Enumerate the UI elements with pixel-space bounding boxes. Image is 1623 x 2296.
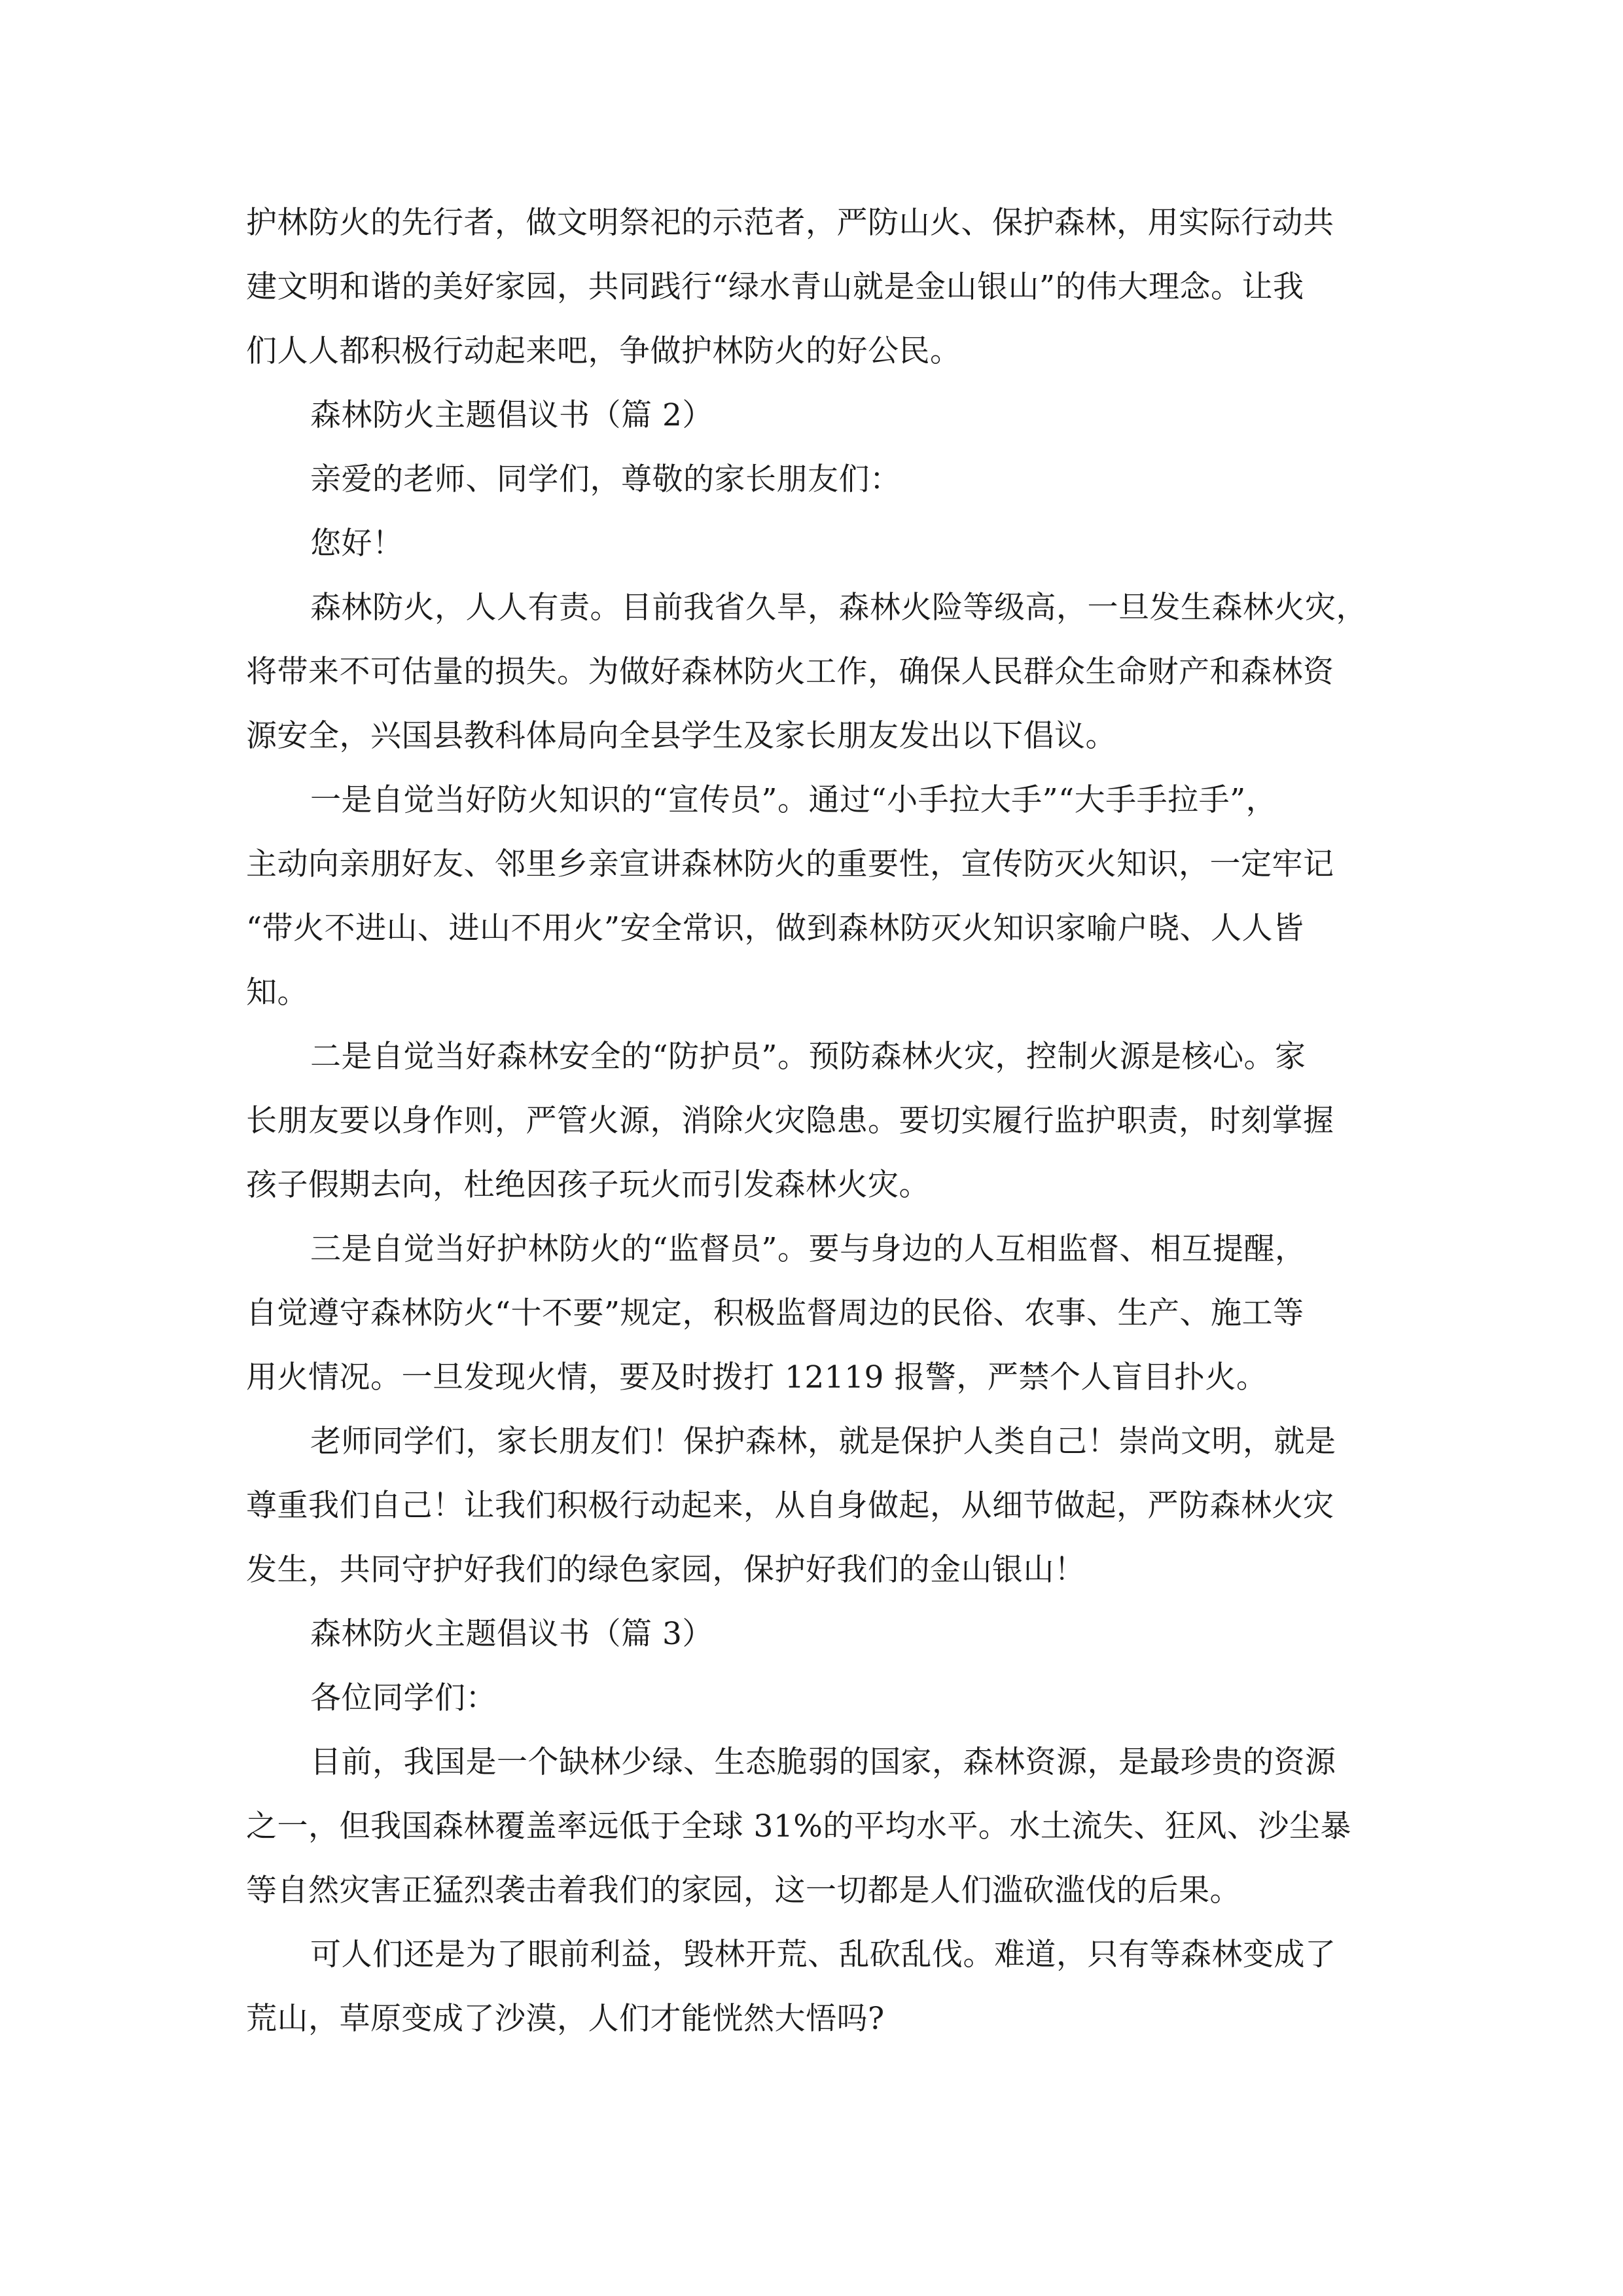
text-line: 护林防火的先行者，做文明祭祀的示范者，严防山火、保护森林，用实际行动共	[246, 205, 1334, 241]
text-line: 尊重我们自己！让我们积极行动起来，从自身做起，从细节做起，严防森林火灾	[246, 1488, 1334, 1524]
greeting: 您好！	[310, 526, 404, 562]
text-line: 将带来不可估量的损失。为做好森林防火工作，确保人民群众生命财产和森林资	[246, 654, 1334, 690]
section-heading-2: 森林防火主题倡议书（篇 2）	[310, 397, 713, 433]
text-line: 发生，共同守护好我们的绿色家园，保护好我们的金山银山！	[246, 1552, 1086, 1588]
text-line: 老师同学们，家长朋友们！保护森林，就是保护人类自己！崇尚文明，就是	[310, 1424, 1336, 1460]
document-page	[246, 191, 1378, 2051]
text-line: 之一，但我国森林覆盖率远低于全球 31%的平均水平。水土流失、狂风、沙尘暴	[246, 1808, 1351, 1844]
text-line: “带火不进山、进山不用火”安全常识，做到森林防灭火知识家喻户晓、人人皆	[246, 910, 1304, 946]
text-line: 一是自觉当好防火知识的“宣传员”。通过“小手拉大手”“大手手拉手”，	[310, 782, 1277, 818]
text-line: 目前，我国是一个缺林少绿、生态脆弱的国家，森林资源，是最珍贵的资源	[310, 1744, 1336, 1780]
section-heading-3: 森林防火主题倡议书（篇 3）	[310, 1616, 713, 1652]
text-line: 自觉遵守森林防火“十不要”规定，积极监督周边的民俗、农事、生产、施工等	[246, 1295, 1304, 1331]
text-line: 建文明和谐的美好家园，共同践行“绿水青山就是金山银山”的伟大理念。让我	[246, 269, 1304, 305]
salutation: 亲爱的老师、同学们，尊敬的家长朋友们：	[310, 461, 901, 497]
text-line: 们人人都积极行动起来吧，争做护林防火的好公民。	[246, 333, 961, 369]
text-line: 主动向亲朋好友、邻里乡亲宣讲森林防火的重要性，宣传防灭火知识，一定牢记	[246, 846, 1334, 882]
text-line: 长朋友要以身作则，严管火源，消除火灾隐患。要切实履行监护职责，时刻掌握	[246, 1103, 1334, 1139]
text-line: 孩子假期去向，杜绝因孩子玩火而引发森林火灾。	[246, 1167, 930, 1203]
text-line: 三是自觉当好护林防火的“监督员”。要与身边的人互相监督、相互提醒，	[310, 1231, 1306, 1267]
text-line: 源安全，兴国县教科体局向全县学生及家长朋友发出以下倡议。	[246, 718, 1116, 754]
text-line: 森林防火，人人有责。目前我省久旱，森林火险等级高，一旦发生森林火灾，	[310, 590, 1367, 626]
text-line: 二是自觉当好森林安全的“防护员”。预防森林火灾，控制火源是核心。家	[310, 1039, 1306, 1075]
text-line: 知。	[246, 975, 308, 1011]
text-line: 荒山，草原变成了沙漠，人们才能恍然大悟吗?	[246, 2001, 885, 2037]
text-line: 等自然灾害正猛烈袭击着我们的家园，这一切都是人们滥砍滥伐的后果。	[246, 1873, 1241, 1909]
salutation: 各位同学们：	[310, 1680, 497, 1716]
text-line: 可人们还是为了眼前利益，毁林开荒、乱砍乱伐。难道，只有等森林变成了	[310, 1937, 1336, 1973]
text-line: 用火情况。一旦发现火情，要及时拨打 12119 报警，严禁个人盲目扑火。	[246, 1359, 1268, 1395]
